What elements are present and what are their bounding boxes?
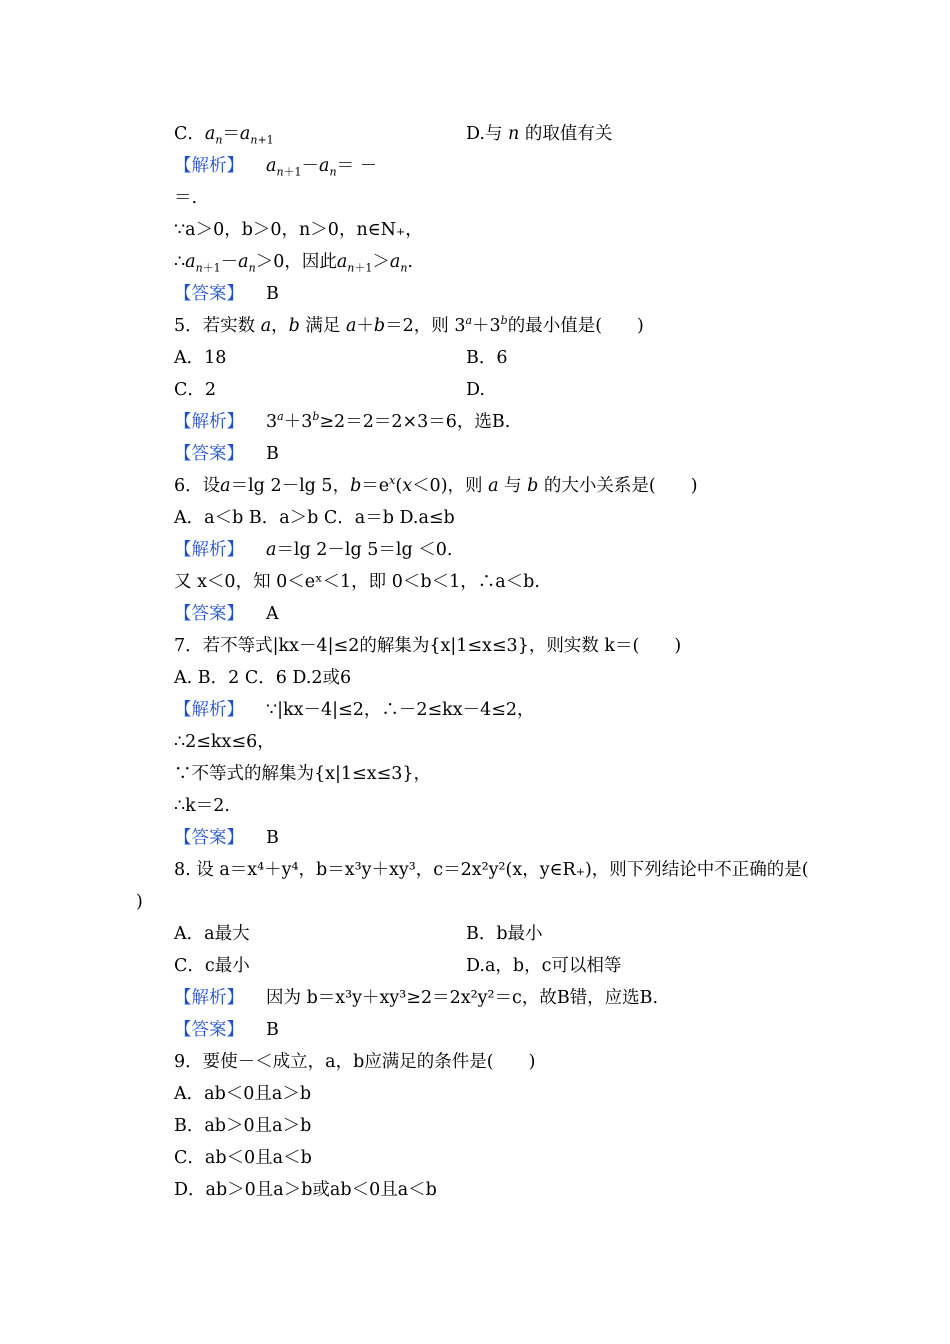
- analysis-text: ∵|kx－4|≤2，∴－2≤kx－4≤2，: [266, 700, 535, 720]
- analysis-text: ＝lg 2－lg 5＝lg ＜0.: [276, 540, 453, 560]
- q7-analysis-line2: ∴2≤kx≤6，: [174, 732, 275, 752]
- option-text: 的取值有关: [524, 124, 613, 144]
- q4-analysis: 【解析】 $a_{n+1}-a_n=$ －: [174, 156, 378, 179]
- analysis-label: 【解析】: [174, 156, 244, 176]
- q9-option-c: C．ab＜0且a＜b: [174, 1148, 312, 1168]
- q8-stem: 8. 设 a＝x⁴＋y⁴，b＝x³y＋xy³，c＝2x²y²(x，y∈R₊)，则下列结论中不正确的是(: [174, 860, 809, 880]
- option-prefix: D.与: [466, 124, 503, 144]
- q4-analysis-line3: ∵a＞0，b＞0，n＞0，n∈N₊，: [174, 220, 423, 240]
- answer-label: 【答案】: [174, 284, 244, 304]
- q6-analysis: 【解析】 a＝lg 2－lg 5＝lg ＜0.: [174, 540, 453, 560]
- q4-answer: [174, 282, 279, 306]
- q4-option-d: D.与 n 的取值有关: [466, 124, 613, 144]
- q8-option-c: C．c最小: [174, 956, 250, 976]
- therefore-symbol: ∴: [174, 252, 186, 272]
- q6-answer: [174, 602, 279, 626]
- q7-options: A. B．2 C．6 D.2或6: [174, 668, 352, 688]
- answer-label: 【答案】: [174, 1020, 244, 1040]
- analysis-text: ＞0，因此: [255, 252, 337, 272]
- q5-option-b: B．6: [466, 348, 508, 368]
- answer-label: 【答案】: [174, 444, 244, 464]
- q8-answer: [174, 1018, 279, 1042]
- answer-label: 【答案】: [174, 828, 244, 848]
- stem-text: 的大小关系是( ): [543, 476, 698, 496]
- q5-option-c: C．2: [174, 380, 217, 400]
- q9-stem: 9．要使－＜成立，a，b应满足的条件是( ): [174, 1052, 536, 1072]
- analysis-label: 【解析】: [174, 540, 244, 560]
- answer-label: 【答案】: [174, 604, 244, 624]
- q6-options: A．a＜b B．a＞b C．a＝b D.a≤b: [174, 508, 455, 528]
- q8-analysis: [174, 986, 658, 1010]
- q7-stem: 7．若不等式|kx－4|≤2的解集为{x|1≤x≤3}，则实数 k＝( ): [174, 636, 682, 656]
- stem-text: 的最小值是( ): [507, 316, 644, 336]
- analysis-text: ＝.: [174, 188, 198, 208]
- analysis-text: －: [359, 156, 378, 176]
- q4-analysis-line4: $\therefore a_{n+1}-a_n>0$，因此$a_{n+1}>a_n$.: [174, 252, 413, 275]
- q8-option-a: A．a最大: [174, 924, 250, 944]
- q8-option-d: D.a，b，c可以相等: [466, 956, 622, 976]
- answer-value: B: [266, 444, 279, 464]
- q7-answer: [174, 826, 279, 850]
- stem-text: 满足: [305, 316, 341, 336]
- q5-stem: 5．若实数 a，b 满足 a＋b＝2，则 $3^a+3^b$的最小值是( ): [174, 314, 644, 336]
- q9-option-b: B．ab＞0且a＞b: [174, 1116, 312, 1136]
- answer-value: B: [266, 828, 279, 848]
- analysis-label: 【解析】: [174, 988, 244, 1008]
- q7-analysis: [174, 698, 535, 722]
- q5-answer: [174, 442, 279, 466]
- answer-value: B: [266, 1020, 279, 1040]
- q9-option-a: A．ab＜0且a＞b: [174, 1084, 312, 1104]
- analysis-label: 【解析】: [174, 700, 244, 720]
- analysis-text: ≥2＝2＝2×3＝6，选B.: [319, 412, 511, 432]
- q8-option-b: B．b最小: [466, 924, 543, 944]
- q8-stem-continued: ): [136, 892, 143, 912]
- analysis-text: 因为 b＝x³y＋xy³≥2＝2x²y²＝c，故B错，应选B.: [266, 988, 659, 1008]
- analysis-label: 【解析】: [174, 412, 244, 432]
- option-prefix: C．: [174, 124, 205, 144]
- answer-value: A: [266, 604, 279, 624]
- q7-analysis-line3: ∵不等式的解集为{x|1≤x≤3}，: [174, 764, 431, 784]
- stem-text: 6．设: [174, 476, 221, 496]
- q6-analysis-line2: 又 x＜0，知 0＜eˣ＜1，即 0＜b＜1，∴a＜b.: [174, 572, 540, 592]
- stem-text: ＝2，则: [385, 316, 449, 336]
- q5-analysis: 【解析】 $3^a+3^b\ge 2=2=2\times 3=6$，选B.: [174, 410, 511, 432]
- stem-text: ＝lg 2－lg 5，: [230, 476, 351, 496]
- stem-text: 5．若实数: [174, 316, 256, 336]
- q4-option-c: C．$a_n=a_{n+1}$: [174, 124, 274, 147]
- stem-text: ＜0)，则: [412, 476, 483, 496]
- q7-analysis-line4: ∴k＝2.: [174, 796, 230, 816]
- q6-stem: 6．设a＝lg 2－lg 5，$b=e^x(x<0)$，则 a 与 b 的大小关系是( ): [174, 474, 698, 496]
- answer-value: B: [266, 284, 279, 304]
- q9-option-d: D．ab＞0且a＞b或ab＜0且a＜b: [174, 1180, 437, 1200]
- q5-option-d: D.: [466, 380, 485, 400]
- q4-analysis-line2: [174, 186, 197, 210]
- q5-option-a: A．18: [174, 348, 227, 368]
